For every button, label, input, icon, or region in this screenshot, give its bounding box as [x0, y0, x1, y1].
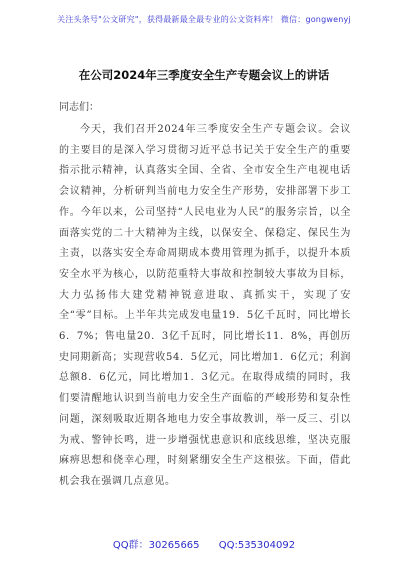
footer-qq-group: QQ群：30265665 — [112, 540, 200, 551]
header-notice: 关注头条号"公文研究"，获得最新最全最专业的公文资料库！ 微信：gongwenyj — [57, 15, 351, 24]
salutation: 同志们： — [59, 102, 99, 113]
footer-contact — [0, 536, 408, 551]
footer-qq: QQ:535304092 — [218, 540, 296, 551]
document-title: 在公司2024年三季度安全生产专题会议上的讲话 — [78, 68, 330, 82]
body-paragraph: 今天，我们召开2024年三季度安全生产专题会议。会议的主要目的是深入学习贯彻习近平总书记关于安全生产的重要指示批示精神，认真落实全国、全省、全市安全生产电视电话会议精神，分析研判当前电力安全生产形势，安排部署下步工作。今年以来，公司坚持“人民电业为人民”的服务宗旨，以全面落实党的二十大精神为主线，以保安全、保稳定、保民生为主责，以落实安全寿命周期成本费用管理为抓手，以提升本质安全水平为核心，以防范重特大事故和控制较大事故为目标，大力弘扬伟大建党精神锐意进取、真抓实干，实现了安全“零”目标。上半年共完成发电量19．5亿千瓦时，同比增长6．7%；售电量20．3亿千瓦时，同比增长11．8%，再创历史同期新高；实现营收54．5亿元，同比增加1．6亿元；利润总额8．6亿元，同比增加1．3亿元。在取得成绩的同时，我们要清醒地认识到当前电力安全生产面临的严峻形势和复杂性问题，深刻吸取近期各地电力安全事故教训，举一反三、引以为戒、警钟长鸣，进一步增强忧患意识和底线思维，坚决克服麻痹思想和侥幸心理，时刻紧绷安全生产这根弦。下面，借此机会我在强调几点意见。 — [59, 124, 351, 487]
